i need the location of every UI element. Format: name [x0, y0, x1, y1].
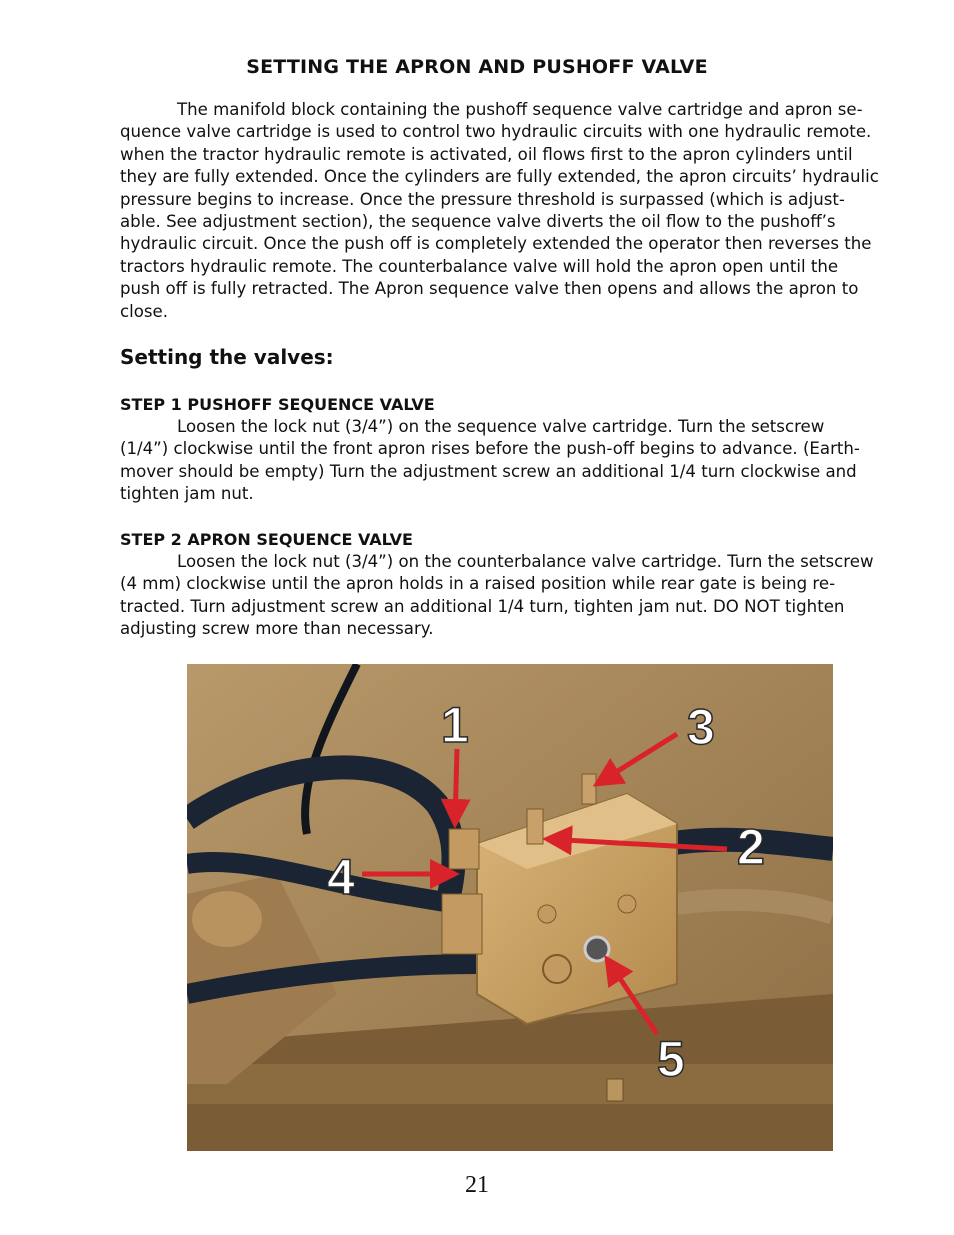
- callout-3: 3: [687, 699, 715, 755]
- step1-line: (1/4”) clockwise until the front apron rises before the push-off begins to advance. (Earth-: [120, 439, 860, 459]
- page-number: 21: [465, 1172, 489, 1198]
- callout-2: 2: [737, 819, 765, 875]
- intro-line: quence valve cartridge is used to control two hydraulic circuits with one hydraulic remote.: [120, 122, 872, 142]
- intro-line: tractors hydraulic remote. The counterbalance valve will hold the apron open until the: [120, 256, 839, 276]
- step2-line: tracted. Turn adjustment screw an additional 1/4 turn, tighten jam nut. DO NOT tighten: [120, 596, 845, 616]
- step2-paragraph: [120, 551, 876, 641]
- section-heading: Setting the valves:: [120, 345, 334, 369]
- callout-1: 1: [441, 697, 469, 753]
- step1-paragraph: [120, 416, 876, 506]
- page-title: SETTING THE APRON AND PUSHOFF VALVE: [246, 56, 708, 78]
- step2-line: Loosen the lock nut (3/4”) on the counterbalance valve cartridge. Turn the setscrew: [177, 552, 874, 571]
- intro-line: when the tractor hydraulic remote is activated, oil flows first to the apron cylinders until: [120, 144, 853, 164]
- arrow-1: [455, 749, 457, 824]
- callout-4: 4: [327, 849, 355, 905]
- step2-heading: STEP 2 APRON SEQUENCE VALVE: [120, 530, 413, 549]
- intro-line: able. See adjustment section), the sequence valve diverts the oil flow to the pushoff’s: [120, 212, 836, 232]
- callout-5: 5: [657, 1031, 685, 1087]
- manifold-photo: [187, 664, 833, 1151]
- intro-line: hydraulic circuit. Once the push off is completely extended the operator then reverses the: [120, 234, 872, 254]
- intro-line: pressure begins to increase. Once the pressure threshold is surpassed (which is adjust-: [120, 189, 845, 209]
- intro-line: they are fully extended. Once the cylinders are fully extended, the apron circuits’ hydraulic: [120, 167, 879, 187]
- step2-line: (4 mm) clockwise until the apron holds in a raised position while rear gate is being re-: [120, 574, 836, 594]
- intro-line: push off is fully retracted. The Apron sequence valve then opens and allows the apron to: [120, 279, 859, 299]
- step1-line: Loosen the lock nut (3/4”) on the sequence valve cartridge. Turn the setscrew: [177, 417, 825, 436]
- step1-line: tighten jam nut.: [120, 484, 254, 504]
- step1-heading: STEP 1 PUSHOFF SEQUENCE VALVE: [120, 395, 435, 414]
- intro-paragraph: [120, 99, 879, 323]
- intro-line: The manifold block containing the pushoff sequence valve cartridge and apron se-: [177, 100, 863, 119]
- step2-line: adjusting screw more than necessary.: [120, 619, 434, 639]
- intro-line: close.: [120, 301, 169, 321]
- step1-line: mover should be empty) Turn the adjustment screw an additional 1/4 turn clockwise and: [120, 461, 857, 481]
